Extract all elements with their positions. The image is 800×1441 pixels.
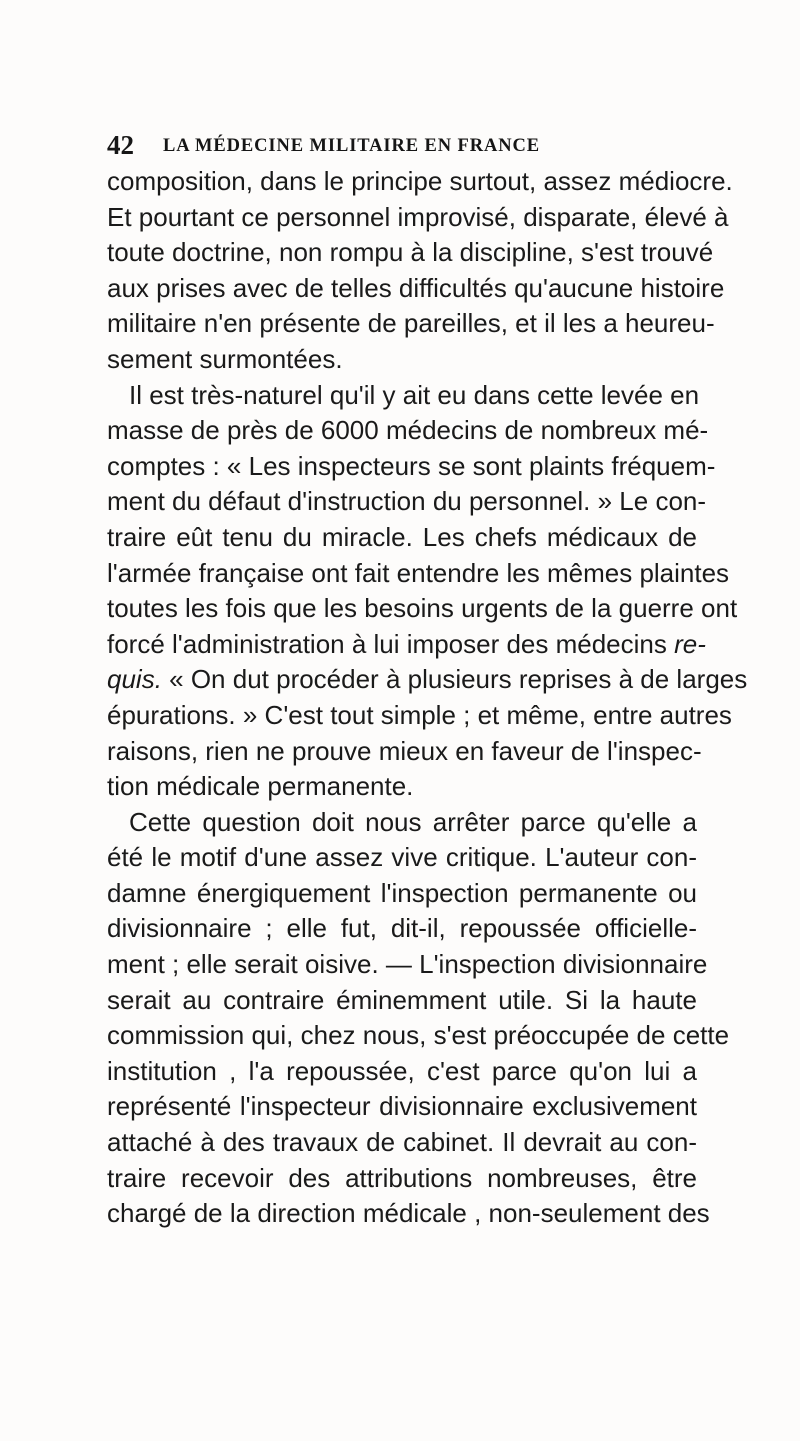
text-line: traire recevoir des attributions nombreuses, être bbox=[107, 1162, 697, 1193]
text-line: militaire n'en présente de pareilles, et il les a heureu- bbox=[107, 308, 715, 339]
text-line: toutes les fois que les besoins urgents de la guerre ont bbox=[107, 593, 738, 624]
text-line: l'armée française ont fait entendre les mêmes plaintes bbox=[107, 557, 730, 588]
text-line: serait au contraire éminemment utile. Si la haute bbox=[107, 984, 697, 1015]
italic-word: re- bbox=[674, 628, 706, 659]
running-title: LA MÉDECINE MILITAIRE EN FRANCE bbox=[163, 136, 541, 156]
text-line: représenté l'inspecteur divisionnaire exclusivement bbox=[107, 1091, 697, 1122]
page-header bbox=[107, 130, 697, 160]
text-line: Il est très-naturel qu'il y ait eu dans cette levée en bbox=[129, 379, 700, 410]
text-line: traire eût tenu du miracle. Les chefs médicaux de bbox=[107, 521, 697, 552]
text-line: damne énergiquement l'inspection permanente ou bbox=[107, 877, 697, 908]
text-line: aux prises avec de telles difficultés qu'aucune histoire bbox=[107, 272, 725, 303]
text-line: Cette question doit nous arrêter parce qu'elle a bbox=[129, 806, 697, 837]
text-line: toute doctrine, non rompu à la discipline, s'est trouvé bbox=[107, 237, 714, 268]
text-line: masse de près de 6000 médecins de nombreux mé- bbox=[107, 415, 709, 446]
text-line: raisons, rien ne prouve mieux en faveur de l'inspec- bbox=[107, 735, 702, 766]
page-number: 42 bbox=[107, 130, 134, 160]
text-line: composition, dans le principe surtout, assez médiocre. bbox=[107, 166, 733, 196]
text-line: épurations. » C'est tout simple ; et même, entre autres bbox=[107, 699, 732, 730]
text-line: Et pourtant ce personnel improvisé, disparate, élevé à bbox=[107, 201, 729, 232]
text-line-with-italic bbox=[107, 627, 706, 663]
text-line: institution , l'a repoussée, c'est parce qu'on lui a bbox=[107, 1055, 697, 1086]
text-line: quis. « On dut procéder à plusieurs reprises à de larges bbox=[107, 664, 748, 695]
italic-word: quis. bbox=[107, 664, 162, 695]
body-text bbox=[107, 164, 748, 1232]
text-line: forcé l'administration à lui imposer des médecins bbox=[107, 628, 667, 659]
text-line: attaché à des travaux de cabinet. Il devrait au con- bbox=[107, 1127, 697, 1158]
text-line: comptes : « Les inspecteurs se sont plaints fréquem- bbox=[107, 450, 716, 481]
text-line: été le motif d'une assez vive critique. L'auteur con- bbox=[107, 842, 697, 873]
text-line: tion médicale permanente. bbox=[107, 771, 414, 802]
text-line: ment ; elle serait oisive. — L'inspection divisionnaire bbox=[107, 949, 708, 980]
text-line: divisionnaire ; elle fut, dit-il, repoussée officielle- bbox=[107, 913, 697, 944]
text-line: ment du défaut d'instruction du personnel. » Le con- bbox=[107, 486, 707, 517]
text-line: commission qui, chez nous, s'est préoccupée de cette bbox=[107, 1020, 730, 1051]
text-line: chargé de la direction médicale , non-seulement des bbox=[107, 1198, 710, 1229]
text-line: sement surmontées. bbox=[107, 343, 343, 374]
